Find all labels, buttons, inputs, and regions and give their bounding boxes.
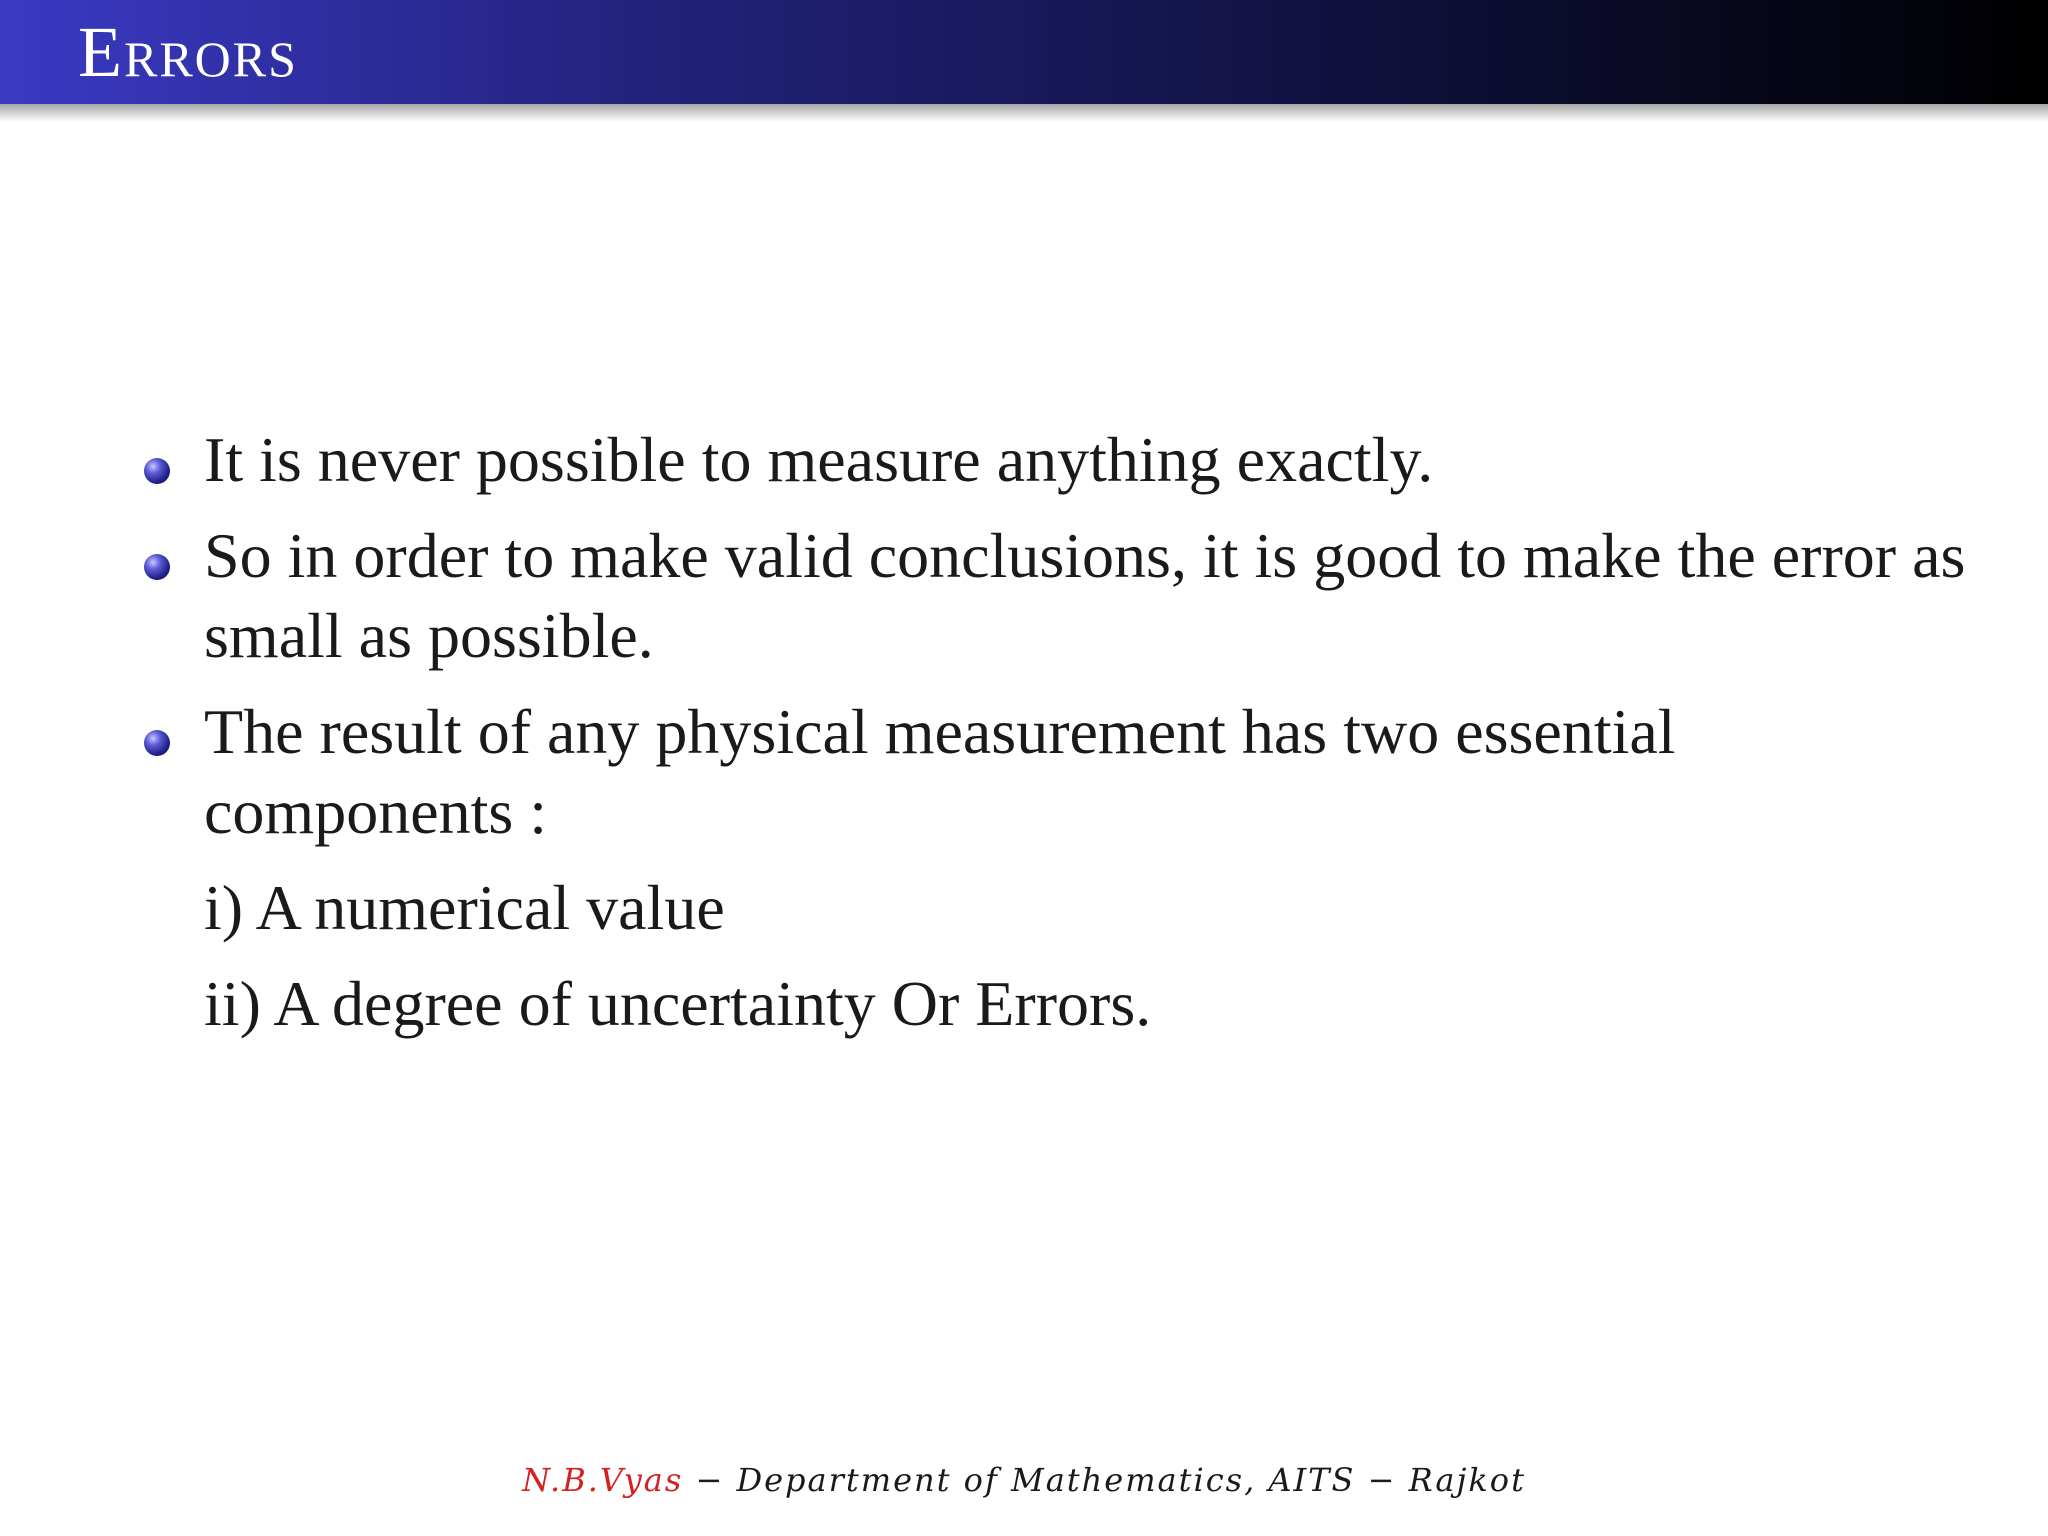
bullet-item — [140, 516, 1990, 676]
bullet-text: So in order to make valid conclusions, it is good to make the error as small as possible. — [204, 520, 1966, 671]
bullet-icon — [144, 554, 170, 580]
footer-place: Rajkot — [1408, 1461, 1526, 1499]
bullet-text: It is never possible to measure anything exactly. — [204, 424, 1434, 495]
footer-separator: − — [1355, 1461, 1409, 1499]
footer-department: Department of Mathematics, AITS — [736, 1461, 1356, 1499]
slide-footer — [0, 1460, 2048, 1500]
bullet-icon — [144, 730, 170, 756]
footer-separator: − — [683, 1461, 737, 1499]
footer-author: N.B.Vyas — [522, 1461, 684, 1499]
sub-item: ii) A degree of uncertainty Or Errors. — [204, 968, 1152, 1039]
bullet-item — [140, 692, 1990, 852]
slide-content — [140, 420, 1990, 1060]
title-bar — [0, 0, 2048, 104]
slide-title: Errors — [78, 12, 298, 92]
bullet-text: The result of any physical measurement has two essential components : — [204, 696, 1676, 847]
sub-item: i) A numerical value — [204, 872, 725, 943]
title-bar-shadow — [0, 104, 2048, 122]
bullet-icon — [144, 458, 170, 484]
bullet-item — [140, 420, 1990, 500]
